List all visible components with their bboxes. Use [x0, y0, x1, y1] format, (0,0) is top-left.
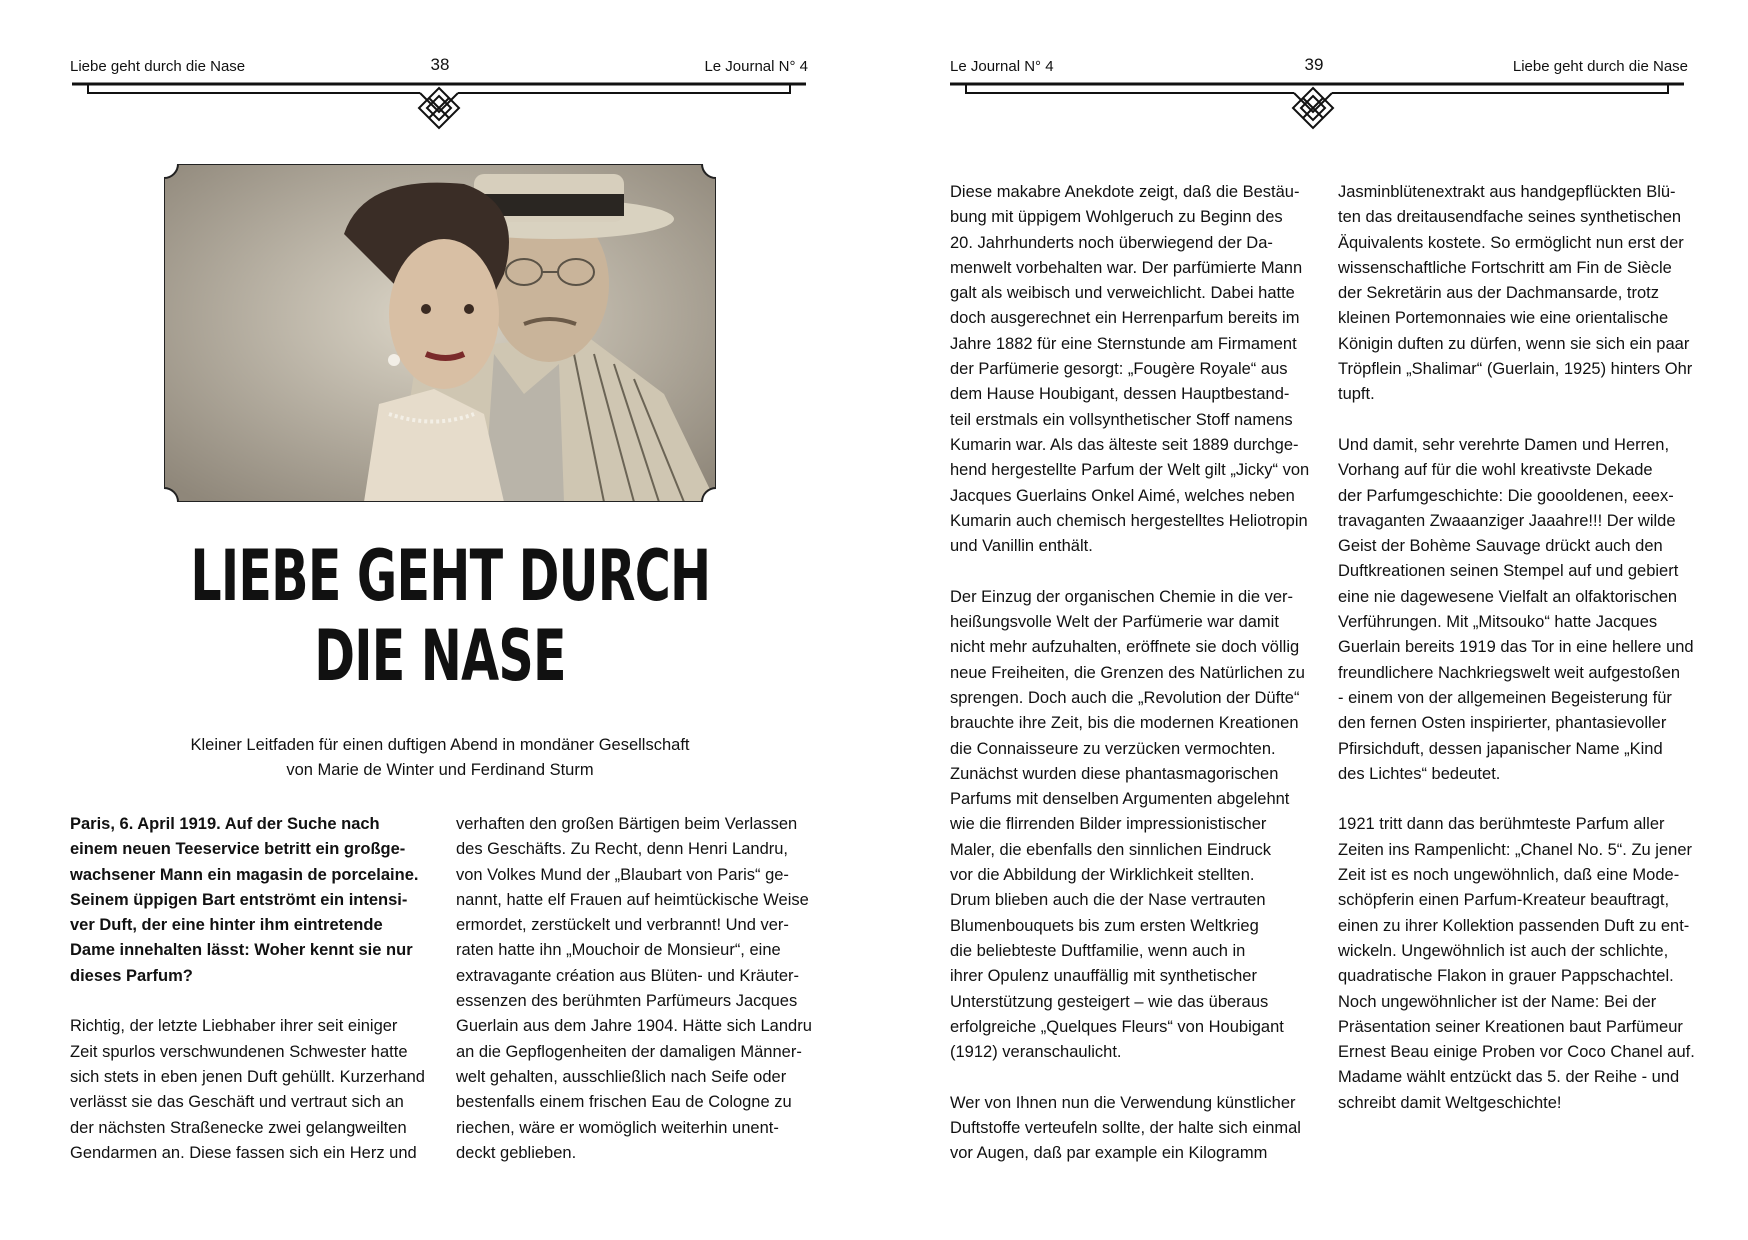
text-line: brauchte ihre Zeit, bis die modernen Kreationen [950, 714, 1299, 733]
text-line: nicht mehr aufzuhalten, eröffnete sie doch völlig [950, 638, 1300, 657]
text-line: hend hergestellte Parfum der Welt gilt „Jicky“ von [950, 461, 1310, 480]
couple-photo [164, 164, 716, 502]
text-line: Diese makabre Anekdote zeigt, daß die Bestäu- [950, 183, 1300, 201]
page-number: 39 [1304, 55, 1324, 74]
text-line: des Lichtes“ bedeutet. [1338, 764, 1501, 783]
text-line: nannt, hatte elf Frauen auf heimtückische Weise [456, 890, 809, 909]
text-line: Unterstützung gesteigert – wie das überaus [950, 992, 1269, 1011]
text-column-2 [456, 812, 814, 1191]
subtitle-line1: Kleiner Leitfaden für einen duftigen Abend in mondäner Gesellschaft [190, 736, 690, 754]
text-line: dieses Parfum? [70, 966, 193, 985]
text-line: der Sekretärin aus der Dachmansarde, trotz [1338, 284, 1659, 303]
body-paragraph [1338, 433, 1698, 787]
text-line: Jacques Guerlains Onkel Aimé, welches neben [950, 486, 1295, 505]
text-line: Duftkreationen seinen Stempel auf und gebiert [1338, 562, 1679, 581]
text-line: wachsener Mann ein magasin de porcelaine. [70, 865, 419, 884]
text-line: Äquivalents kostete. So ermöglicht nun erst der [1338, 233, 1684, 252]
text-line: 20. Jahrhunderts noch überwiegend der Da- [950, 233, 1273, 252]
text-line: Zeit spurlos verschwundenen Schwester hatte [70, 1042, 408, 1061]
body-paragraph [950, 1091, 1310, 1167]
text-line: Wer von Ihnen nun die Verwendung künstlicher [950, 1093, 1296, 1112]
text-line: Jahre 1882 für eine Sternstunde am Firmament [950, 334, 1297, 353]
text-line: Jasminblütenextrakt aus handgepflückten Blü- [1338, 183, 1676, 201]
text-line: Pfirsichduft, dessen japanischer Name „Kind [1338, 739, 1663, 758]
text-line: teil erstmals ein vollsynthetischer Stoff namens [950, 410, 1293, 429]
text-line: neue Freiheiten, die Grenzen des Natürlichen zu [950, 663, 1305, 682]
text-line: Parfums mit denselben Argumenten abgelehnt [950, 790, 1290, 809]
text-line: sich stets in eben jenen Duft gehüllt. Kurzerhand [70, 1067, 425, 1086]
text-line: Königin duften zu dürfen, wenn sie sich ein paar [1338, 334, 1690, 353]
text-line: bung mit üppigem Wohlgeruch zu Beginn des [950, 208, 1283, 227]
text-line: Maler, die ebenfalls den sinnlichen Eindruck [950, 840, 1272, 859]
body-paragraph [950, 585, 1310, 1066]
text-line: den fernen Osten inspirierter, phantasievoller [1338, 714, 1667, 733]
text-line: Zeiten ins Rampenlicht: „Chanel No. 5“. Zu jener [1338, 840, 1692, 859]
article-subtitle [120, 733, 760, 783]
text-line: verhaften den großen Bärtigen beim Verlassen [456, 815, 798, 833]
text-line: tupft. [1338, 385, 1375, 404]
text-column-1 [950, 180, 1310, 1192]
text-line: bestenfalls einem frischen Eau de Cologne zu [456, 1093, 792, 1112]
text-line: eine nie dagewesene Vielfalt an olfaktorischen [1338, 587, 1678, 606]
article-title-line1: LIEBE GEHT DURCH [190, 535, 711, 617]
text-line: Drum blieben auch die der Nase vertrauten [950, 891, 1266, 910]
running-header-left: Le Journal N° 4 [950, 58, 1054, 75]
text-line: menwelt vorbehalten war. Der parfümierte Mann [950, 258, 1303, 277]
text-line: Verführungen. Mit „Mitsouko“ hatte Jacques [1338, 613, 1658, 632]
text-line: des Geschäfts. Zu Recht, denn Henri Landru, [456, 840, 789, 859]
text-line: ermordet, zerstückelt und verbrannt! Und ver- [456, 916, 789, 935]
text-line: wie die flirrenden Bilder impressionistischer [950, 815, 1267, 834]
text-line: extravagante création aus Blüten- und Kräuter- [456, 966, 800, 985]
text-line: erfolgreiche „Quelques Fleurs“ von Houbigant [950, 1017, 1284, 1036]
text-line: dem Hause Houbigant, dessen Hauptbestand- [950, 385, 1290, 404]
article-title [190, 535, 711, 697]
text-line: der Parfümerie gesorgt: „Fougère Royale“ aus [950, 360, 1288, 379]
body-paragraph [950, 180, 1310, 559]
text-line: Geist der Bohème Sauvage drückt auch den [1338, 537, 1663, 556]
text-line: Der Einzug der organischen Chemie in die ver- [950, 587, 1294, 606]
body-paragraph [1338, 180, 1698, 408]
text-line: Seinem üppigen Bart entströmt ein intensi- [70, 890, 408, 909]
page-number: 38 [430, 55, 450, 74]
text-line: Präsentation seiner Kreationen baut Parfümeur [1338, 1017, 1683, 1036]
text-line: freundlichere Nachkriegswelt weit aufgestoßen [1338, 663, 1681, 682]
text-line: deckt geblieben. [456, 1143, 577, 1162]
text-line: Zunächst wurden diese phantasmagorischen [950, 764, 1279, 783]
text-line: Kumarin war. Als das älteste seit 1889 durchge- [950, 435, 1299, 454]
text-line: die Connaisseure zu verzücken vermochten. [950, 739, 1276, 758]
text-line: Ernest Beau einige Proben vor Coco Chanel auf. [1338, 1043, 1695, 1062]
running-header-left: Liebe geht durch die Nase [70, 58, 246, 75]
text-line: an die Gepflogenheiten der damaligen Männer- [456, 1042, 802, 1061]
text-line: quadratische Flakon in grauer Pappschachtel. [1338, 967, 1674, 986]
text-line: galt als weibisch und verweichlicht. Dabei hatte [950, 284, 1295, 303]
text-column-1 [70, 812, 428, 1191]
body-paragraph [1338, 812, 1698, 1116]
text-line: vor die Abbildung der Wirklichkeit stellten. [950, 866, 1255, 885]
text-line: - einem von der allgemeinen Begeisterung für [1338, 688, 1672, 707]
subtitle-byline: von Marie de Winter und Ferdinand Sturm [286, 761, 594, 779]
text-column-2 [1338, 180, 1698, 1141]
text-line: kleinen Portemonnaies wie eine orientalische [1338, 309, 1669, 328]
text-line: einem neuen Teeservice betritt ein großge- [70, 840, 406, 859]
text-line: und Vanillin enthält. [950, 537, 1093, 556]
article-title-line2: DIE NASE [314, 615, 566, 697]
text-line: heißungsvolle Welt der Parfümerie war damit [950, 613, 1279, 632]
text-line: schöpferin einen Parfum-Kreateur beauftragt, [1338, 891, 1670, 910]
text-line: (1912) veranschaulicht. [950, 1043, 1122, 1062]
text-line: der nächsten Straßenecke zwei gelangweilten [70, 1118, 407, 1137]
text-line: Dame innehalten lässt: Woher kennt sie nur [70, 941, 413, 960]
body-paragraph [456, 812, 814, 1166]
text-line: Noch ungewöhnlicher ist der Name: Bei der [1338, 992, 1657, 1011]
header-ornament [874, 80, 1748, 140]
text-line: travaganten Zwaaanziger Jaaahre!!! Der wilde [1338, 511, 1676, 530]
text-line: Tröpflein „Shalimar“ (Guerlain, 1925) hinters Ohr [1338, 360, 1693, 379]
text-line: Guerlain aus dem Jahre 1904. Hätte sich Landru [456, 1017, 812, 1036]
text-line: riechen, wäre er womöglich weiterhin unent- [456, 1118, 779, 1137]
text-line: Kumarin auch chemisch hergestelltes Heliotropin [950, 511, 1308, 530]
text-line: ten das dreitausendfache seines synthetischen [1338, 208, 1682, 227]
text-line: sprengen. Doch auch die „Revolution der Düfte“ [950, 688, 1300, 707]
running-header-right: Liebe geht durch die Nase [1512, 58, 1688, 75]
text-line: welt gehalten, ausschließlich nach Seife oder [456, 1067, 787, 1086]
text-line: schreibt damit Weltgeschichte! [1338, 1093, 1562, 1112]
lead-paragraph [70, 812, 428, 989]
text-line: ver Duft, der eine hinter ihm eintretende [70, 916, 383, 935]
text-line: Duftstoffe verteufeln sollte, der halte sich einmal [950, 1118, 1301, 1137]
text-line: Madame wählt entzückt das 5. der Reihe - und [1338, 1068, 1680, 1087]
text-line: die beliebteste Duftfamilie, wenn auch in [950, 941, 1246, 960]
text-line: einen zu ihrer Kollektion passenden Duft zu ent- [1338, 916, 1690, 935]
text-line: Und damit, sehr verehrte Damen und Herren, [1338, 435, 1670, 454]
text-line: wissenschaftliche Fortschritt am Fin de Siècle [1338, 258, 1672, 277]
text-line: Paris, 6. April 1919. Auf der Suche nach [70, 815, 380, 833]
text-line: raten hatte ihn „Mouchoir de Monsieur“, eine [456, 941, 781, 960]
header-ornament [0, 80, 874, 140]
text-line: ihrer Opulenz unauffällig mit synthetischer [950, 967, 1257, 986]
text-line: verlässt sie das Geschäft und vertraut sich an [70, 1093, 404, 1112]
right-page [874, 0, 1748, 1240]
text-line: vor Augen, daß par example ein Kilogramm [950, 1144, 1268, 1163]
body-paragraph [70, 1014, 428, 1166]
text-line: Blumenbouquets bis zum ersten Weltkrieg [950, 916, 1259, 935]
text-line: wickeln. Ungewöhnlich ist auch der schlichte, [1338, 941, 1669, 960]
text-line: Guerlain bereits 1919 das Tor in eine hellere und [1338, 638, 1694, 657]
text-line: Zeit ist es noch ungewöhnlich, daß eine Mode- [1338, 866, 1680, 885]
text-line: doch ausgerechnet ein Herrenparfum bereits im [950, 309, 1300, 328]
text-line: Richtig, der letzte Liebhaber ihrer seit einiger [70, 1017, 398, 1036]
text-line: der Parfumgeschichte: Die goooldenen, eeex- [1338, 486, 1674, 505]
text-line: von Volkes Mund der „Blaubart von Paris“ ge- [456, 865, 789, 884]
text-line: essenzen des berühmten Parfümeurs Jacques [456, 992, 798, 1011]
running-header-right: Le Journal N° 4 [704, 58, 808, 75]
text-line: Gendarmen an. Diese fassen sich ein Herz und [70, 1143, 417, 1162]
text-line: 1921 tritt dann das berühmteste Parfum aller [1338, 815, 1665, 834]
text-line: Vorhang auf für die wohl kreativste Dekade [1338, 461, 1653, 480]
